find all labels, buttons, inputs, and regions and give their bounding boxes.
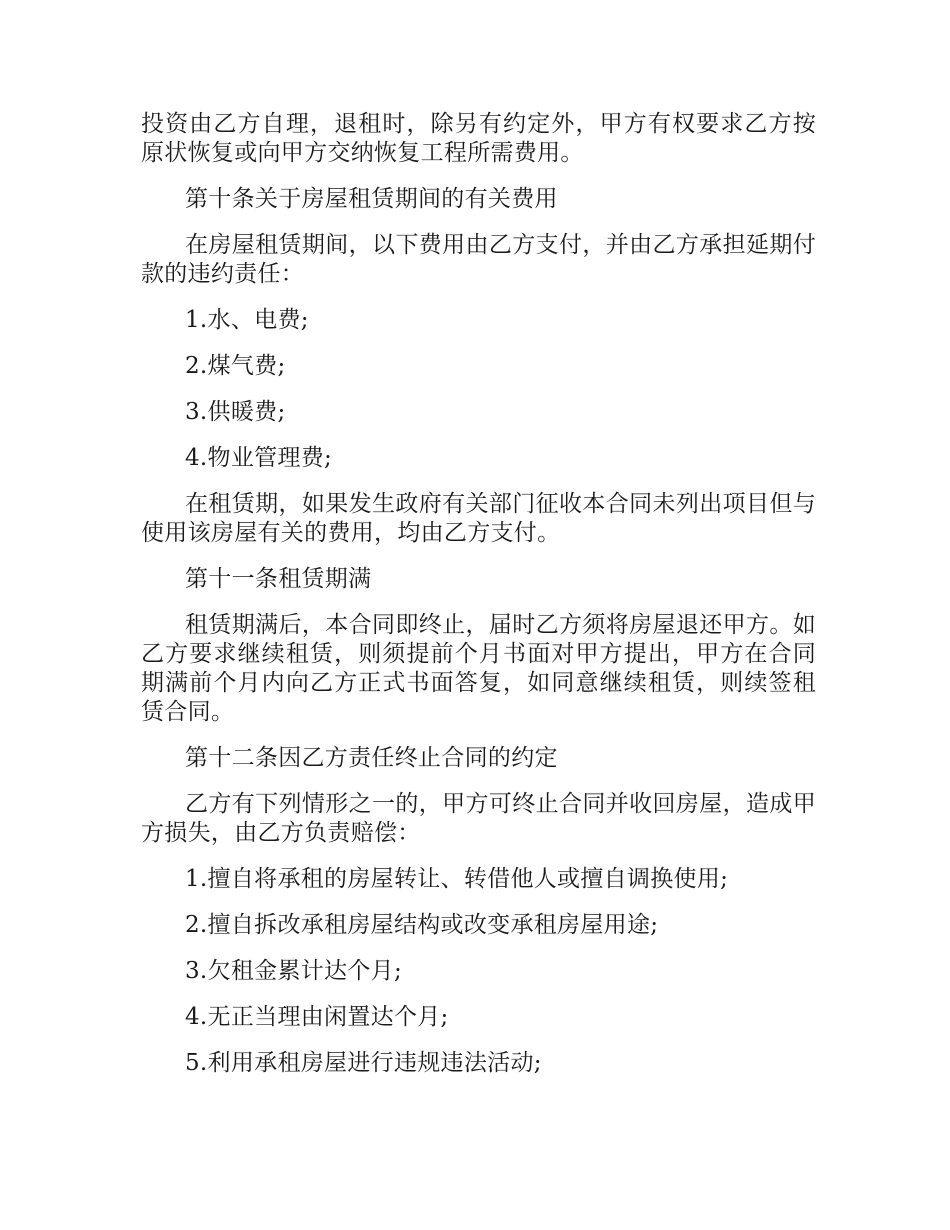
- paragraph-termination-intro: 乙方有下列情形之一的，甲方可终止合同并收回房屋，造成甲方损失，由乙方负责赔偿：: [141, 791, 816, 846]
- paragraph-fees-intro: 在房屋租赁期间，以下费用由乙方支付，并由乙方承担延期付款的违约责任：: [141, 232, 816, 287]
- list-item: 1.擅自将承租的房屋转让、转借他人或擅自调换使用;: [185, 866, 729, 892]
- section-heading-10: 第十条关于房屋租赁期间的有关费用: [185, 186, 558, 212]
- list-item: 4.无正当理由闲置达个月;: [185, 1004, 449, 1030]
- list-item: 2.擅自拆改承租房屋结构或改变承租房屋用途;: [185, 912, 659, 938]
- list-item: 3.供暖费;: [185, 399, 286, 425]
- list-item: 1.水、电费;: [185, 307, 309, 333]
- list-item: 4.物业管理费;: [185, 445, 333, 471]
- paragraph-government-fees: 在租赁期，如果发生政府有关部门征收本合同未列出项目但与使用该房屋有关的费用，均由乙方支付。: [141, 491, 816, 546]
- document-body: [141, 110, 816, 1095]
- section-heading-11: 第十一条租赁期满: [185, 566, 372, 592]
- list-item: 5.利用承租房屋进行违规违法活动;: [185, 1050, 542, 1076]
- section-heading-12: 第十二条因乙方责任终止合同的约定: [185, 745, 558, 771]
- list-item: 2.煤气费;: [185, 353, 286, 379]
- paragraph-continuation: 投资由乙方自理，退租时，除另有约定外，甲方有权要求乙方按原状恢复或向甲方交纳恢复工程所需费用。: [141, 111, 816, 166]
- paragraph-lease-expiry: 租赁期满后，本合同即终止，届时乙方须将房屋退还甲方。如乙方要求继续租赁，则须提前个月书面对甲方提出，甲方在合同期满前个月内向乙方正式书面答复，如同意继续租赁，则续签租赁合同。: [141, 612, 816, 725]
- list-item: 3.欠租金累计达个月;: [185, 958, 402, 984]
